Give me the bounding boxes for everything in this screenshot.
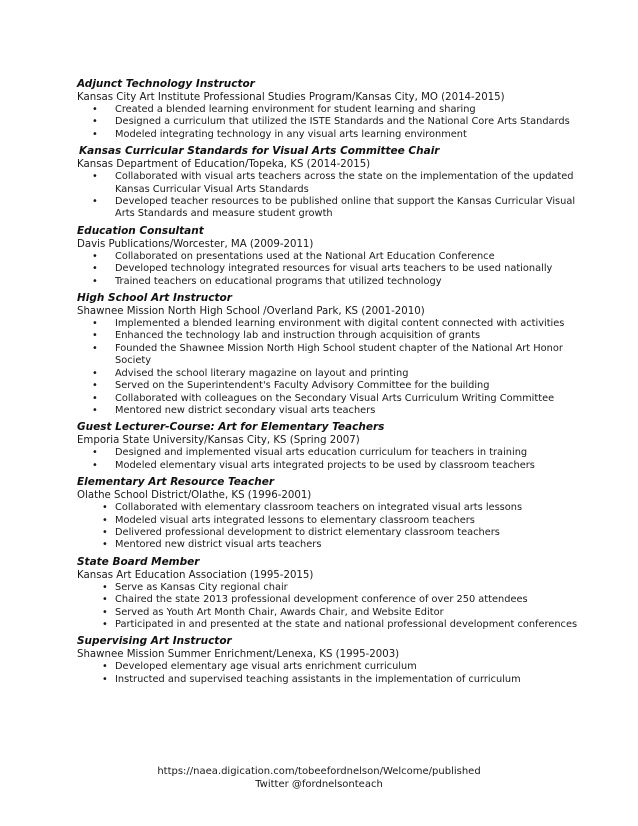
bullet-item: • Advised the school literary magazine on layout and printing [77,368,597,380]
section-organization: Shawnee Mission North High School /Overland Park, KS (2001-2010) [77,306,425,318]
bullet-item: • Collaborated with colleagues on the Secondary Visual Arts Curriculum Writing Committee [77,393,597,405]
bullet-item: • Trained teachers on educational programs that utilized technology [77,276,597,288]
section-title: Elementary Art Resource Teacher [77,476,275,489]
section-title: State Board Member [77,555,200,568]
page-footer [0,765,638,791]
section-organization: Kansas City Art Institute Professional Studies Program/Kansas City, MO (2014-2015) [77,92,505,103]
bullet-list [77,447,597,472]
twitter-handle: Twitter @fordnelsonteach [255,779,383,790]
bullet-list [77,318,597,417]
bullet-item: • Participated in and presented at the state and national professional development conferences [77,619,597,631]
bullet-item: • Served as Youth Art Month Chair, Awards Chair, and Website Editor [77,607,597,619]
section-education-consultant [77,225,597,288]
bullet-item: • Instructed and supervised teaching assistants in the implementation of curriculum [77,674,597,686]
bullet-item: • Modeled integrating technology in any visual arts learning environment [77,129,597,141]
bullet-item: • Developed technology integrated resources for visual arts teachers to be used nationally [77,263,597,275]
bullet-item-continuation: Kansas Curricular Visual Arts Standards [115,183,309,195]
bullet-item: • Designed a curriculum that utilized the ISTE Standards and the National Core Arts Standards [77,116,597,128]
bullet-item: • Collaborated on presentations used at the National Art Education Conference [77,251,597,263]
bullet-list [77,661,597,686]
bullet-item-continuation: Society [115,355,151,367]
section-title: Guest Lecturer-Course: Art for Elementary Teachers [77,421,385,434]
bullet-item: • Serve as Kansas City regional chair [77,582,597,594]
resume-body [77,78,597,690]
section-supervising-art-instructor [77,635,597,686]
section-elementary-art-resource-teacher [77,476,597,552]
section-organization: Shawnee Mission Summer Enrichment/Lenexa, KS (1995-2003) [77,649,400,661]
bullet-item: • Served on the Superintendent's Faculty Advisory Committee for the building [77,380,597,392]
section-title: Supervising Art Instructor [77,635,232,648]
bullet-item: • Modeled elementary visual arts integrated projects to be used by classroom teachers [77,460,597,472]
bullet-list [77,251,597,288]
bullet-item: • Chaired the state 2013 professional development conference of over 250 attendees [77,594,597,606]
bullet-item-continuation: Arts Standards and measure student growth [115,208,333,220]
section-organization: Kansas Department of Education/Topeka, KS (2014-2015) [77,159,371,171]
bullet-item: • Implemented a blended learning environment with digital content connected with activities [77,318,597,330]
section-state-board-member [77,556,597,632]
section-organization: Emporia State University/Kansas City, KS (Spring 2007) [77,435,360,447]
section-title: Kansas Curricular Standards for Visual Arts Committee Chair [79,145,440,158]
bullet-item: • Collaborated with elementary classroom teachers on integrated visual arts lessons [77,502,597,514]
bullet-item: • Collaborated with visual arts teachers across the state on the implementation of the updated [77,171,597,183]
section-organization: Olathe School District/Olathe, KS (1996-2001) [77,490,312,502]
bullet-item: • Developed teacher resources to be published online that support the Kansas Curricular Visual [77,196,597,208]
section-guest-lecturer [77,421,597,472]
bullet-list [77,171,597,221]
section-title: High School Art Instructor [77,292,232,305]
bullet-item: • Modeled visual arts integrated lessons to elementary classroom teachers [77,515,597,527]
bullet-item: • Founded the Shawnee Mission North High School student chapter of the National Art Honor [77,343,597,355]
section-title: Education Consultant [77,224,204,237]
bullet-item: • Delivered professional development to district elementary classroom teachers [77,527,597,539]
section-organization: Kansas Art Education Association (1995-2015) [77,569,314,581]
section-title: Adjunct Technology Instructor [77,78,255,90]
bullet-item: • Enhanced the technology lab and instruction through acquisition of grants [77,330,597,342]
section-organization: Davis Publications/Worcester, MA (2009-2011) [77,238,314,250]
section-adjunct-technology-instructor [77,78,597,141]
section-kansas-standards-chair [77,145,597,221]
bullet-item: • Mentored new district secondary visual arts teachers [77,405,597,417]
bullet-list [77,502,597,552]
bullet-item: • Designed and implemented visual arts education curriculum for teachers in training [77,447,597,459]
bullet-item: • Mentored new district visual arts teachers [77,539,597,551]
portfolio-link[interactable]: https://naea.digication.com/tobeefordnelson/Welcome/published [157,766,481,777]
bullet-list [77,582,597,632]
bullet-item: • Developed elementary age visual arts enrichment curriculum [77,661,597,673]
section-high-school-art-instructor [77,292,597,417]
bullet-item: • Created a blended learning environment for student learning and sharing [77,104,597,116]
bullet-list [77,104,597,141]
